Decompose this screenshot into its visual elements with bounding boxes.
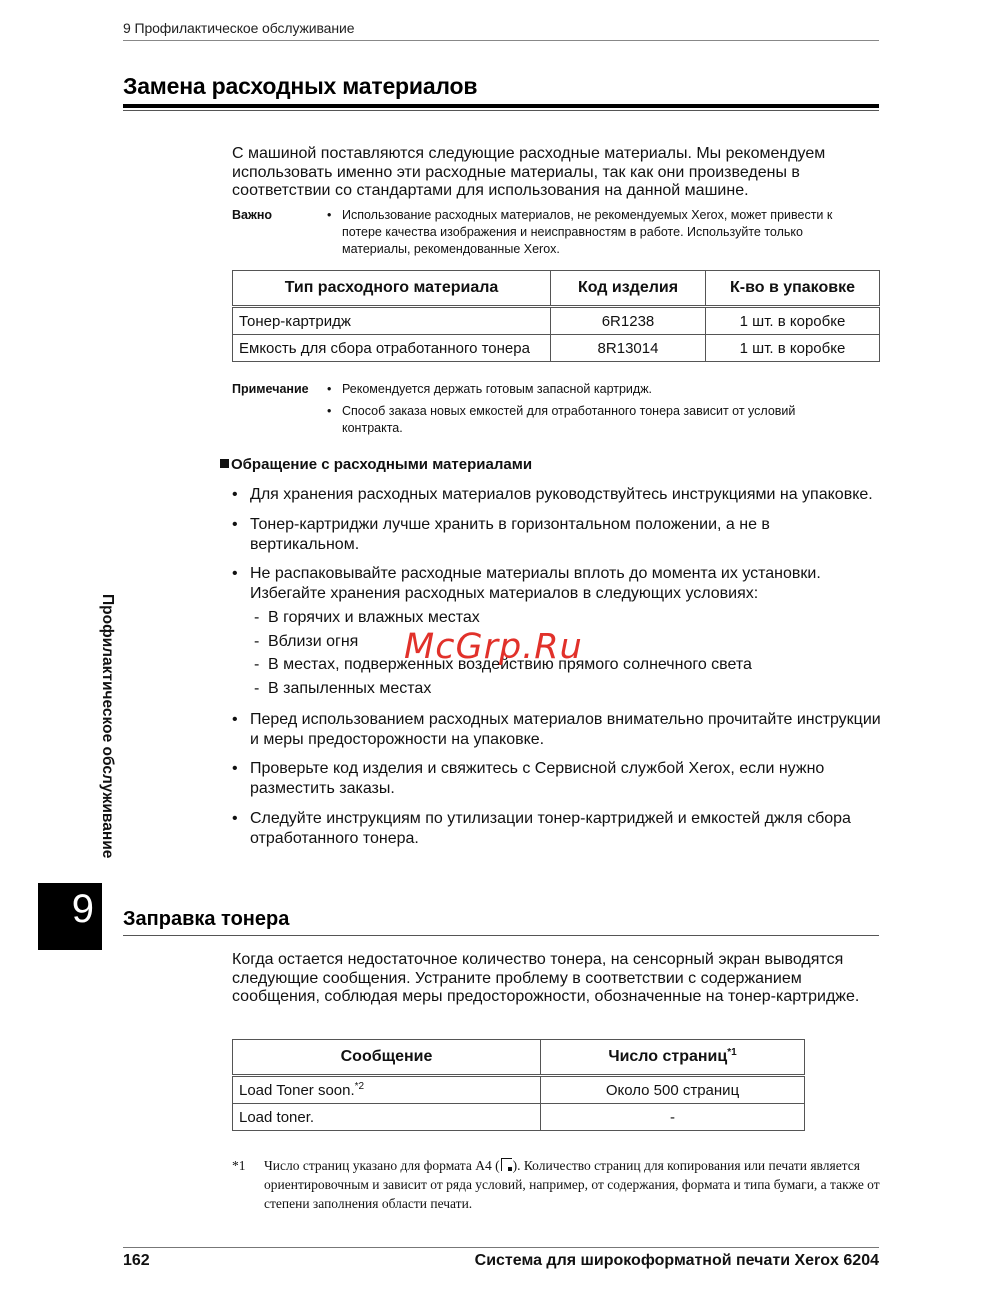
- note-text: Способ заказа новых емкостей для отработанного тонера зависит от условий контракта.: [342, 404, 796, 435]
- bullet-icon: •: [232, 565, 238, 582]
- running-header: 9 Профилактическое обслуживание: [123, 20, 355, 36]
- title-rule-thin: [123, 110, 879, 111]
- cell-message: [233, 1076, 541, 1104]
- list-item-text: Не распаковывайте расходные материалы вплоть до момента их установки. Избегайте хранения расходных материалов в следующих условиях:: [250, 565, 821, 602]
- condition-item: [250, 606, 882, 630]
- product-title: Система для широкоформатной печати Xerox 6204: [474, 1252, 879, 1269]
- section-title-replace-consumables: Замена расходных материалов: [123, 73, 478, 99]
- list-item-text: Следуйте инструкциям по утилизации тонер-картриджей и емкостей джля сбора отработанного тонера.: [250, 809, 851, 847]
- table-header-row: [233, 271, 880, 307]
- section-rule: [123, 935, 879, 936]
- paper-orientation-icon: [501, 1158, 512, 1171]
- section-title-toner-refill: Заправка тонера: [123, 908, 290, 930]
- cell-pages: Около 500 страниц: [541, 1076, 805, 1104]
- note-label: Примечание: [232, 382, 309, 396]
- cell-code: 6R1238: [551, 307, 706, 335]
- list-item-text: Проверьте код изделия и свяжитесь с Сервисной службой Xerox, если нужно разместить заказы.: [250, 760, 825, 797]
- bullet-icon: •: [327, 404, 332, 418]
- footer-divider: [123, 1247, 879, 1248]
- toner-intro-paragraph: Когда остается недостаточное количество тонера, на сенсорный экран выводятся следующие сообщения. Устраните проблему в соответствии с содержанием сообщения, соблюдая меры предосторожности, обозначенные на тонер-картридже.: [232, 951, 860, 1005]
- dash-icon: -: [254, 632, 260, 650]
- header-divider: [123, 40, 879, 41]
- cell-message: Load toner.: [233, 1104, 541, 1131]
- bullet-icon: •: [232, 515, 238, 533]
- important-text: Использование расходных материалов, не рекомендуемых Xerox, может привести к потере качества изображения и неисправностям в работе. Используйте только материалы, рекомендованные Xerox.: [342, 208, 833, 256]
- header-text: Число страниц: [608, 1048, 728, 1065]
- square-bullet-icon: [220, 459, 229, 468]
- watermark: McGrp.Ru: [404, 627, 583, 667]
- footnote-text: [264, 1156, 884, 1213]
- bullet-icon: •: [232, 710, 238, 728]
- side-chapter-text: Профилактическое обслуживание: [99, 594, 116, 859]
- page-number: 162: [123, 1252, 150, 1269]
- list-item: [232, 809, 882, 849]
- condition-text: В запыленных местах: [268, 679, 432, 697]
- footnote-text-part: Число страниц указано для формата A4 (: [264, 1158, 500, 1173]
- list-item-text: Перед использованием расходных материалов внимательно прочитайте инструкции и меры предосторожности на упаковке.: [250, 710, 881, 748]
- dash-icon: -: [254, 609, 260, 626]
- condition-text: Вблизи огня: [268, 632, 359, 650]
- toner-messages-table: [232, 1039, 805, 1131]
- list-item: [232, 515, 882, 555]
- footnote-ref: *2: [354, 1080, 365, 1092]
- chapter-number: 9: [71, 887, 94, 931]
- condition-item: [250, 677, 882, 701]
- column-header-message: [233, 1040, 541, 1076]
- important-label: Важно: [232, 208, 273, 222]
- table-row: [233, 1076, 805, 1104]
- bullet-icon: •: [327, 382, 332, 396]
- list-item: [232, 710, 882, 750]
- bullet-icon: •: [232, 760, 238, 777]
- side-chapter-label: [48, 594, 116, 879]
- footnote-ref: *1: [727, 1047, 737, 1058]
- condition-text: В горячих и влажных местах: [268, 609, 480, 626]
- dash-icon: -: [254, 656, 260, 673]
- cell-type: Емкость для сбора отработанного тонера: [233, 335, 551, 362]
- title-rule-thick: [123, 104, 879, 108]
- cell-pages: -: [541, 1104, 805, 1131]
- header-text: Сообщение: [340, 1048, 433, 1065]
- subsection-title-text: Обращение с расходными материалами: [231, 456, 533, 473]
- column-header-quantity: К-во в упаковке: [706, 271, 880, 307]
- cell-type: Тонер-картридж: [233, 307, 551, 335]
- subsection-title-handling: [220, 456, 532, 473]
- cell-quantity: 1 шт. в коробке: [706, 307, 880, 335]
- dash-icon: -: [254, 679, 260, 697]
- column-header-pages: [541, 1040, 805, 1076]
- footnote-mark: *1: [232, 1158, 246, 1173]
- intro-paragraph: С машиной поставляются следующие расходные материалы. Мы рекомендуем использовать именно эти расходные материалы, так как они произведены в соответствии со стандартами для использования на данной машине.: [232, 145, 826, 199]
- table-row: [233, 307, 880, 335]
- cell-code: 8R13014: [551, 335, 706, 362]
- column-header-code: Код изделия: [551, 271, 706, 307]
- chapter-number-tab: [38, 883, 102, 950]
- table-row: [233, 335, 880, 362]
- bullet-icon: •: [232, 809, 238, 827]
- footnote-text-part: ). Количество страниц для копирования или печати является ориентировочным и зависит от ряда условий, например, от содержания, формата и типа бумаги, а также от степени заполнения области печати.: [264, 1158, 880, 1211]
- consumables-table: [232, 270, 880, 362]
- bullet-icon: •: [327, 208, 332, 222]
- column-header-type: Тип расходного материала: [233, 271, 551, 307]
- list-item-text: Для хранения расходных материалов руководствуйтесь инструкциями на упаковке.: [250, 486, 873, 503]
- table-header-row: [233, 1040, 805, 1076]
- list-item-text: Тонер-картриджи лучше хранить в горизонтальном положении, а не в вертикальном.: [250, 515, 770, 553]
- condition-text: В местах, подверженных воздействию прямого солнечного света: [268, 656, 752, 673]
- list-item: [232, 485, 882, 505]
- message-text: Load Toner soon.: [239, 1081, 355, 1099]
- note-text: Рекомендуется держать готовым запасной картридж.: [342, 382, 653, 396]
- handling-list: [232, 485, 882, 858]
- list-item: [232, 759, 882, 799]
- table-row: [233, 1104, 805, 1131]
- bullet-icon: •: [232, 486, 238, 503]
- cell-quantity: 1 шт. в коробке: [706, 335, 880, 362]
